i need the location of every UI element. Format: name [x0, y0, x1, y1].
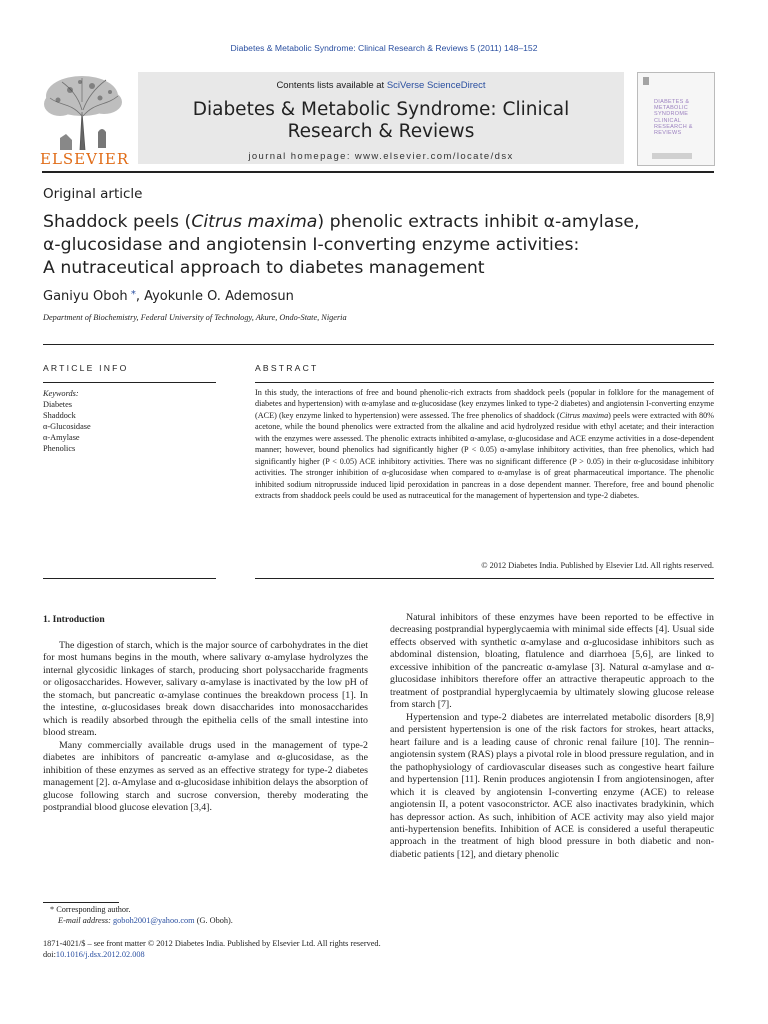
article-info-rule: [43, 382, 216, 383]
author-first[interactable]: Ganiyu Oboh: [43, 289, 128, 304]
article-info-heading: ARTICLE INFO: [43, 363, 129, 373]
corresponding-author-marker[interactable]: *: [130, 289, 136, 300]
cover-title: DIABETES & METABOLIC SYNDROME CLINICAL RESEARCH & REVIEWS: [654, 99, 693, 137]
title-line-2: α-glucosidase and angiotensin I-converting enzyme activities:: [43, 235, 580, 255]
abstract-part-2: ) peels were extracted with 80% acetone, while the bound phenolics were extracted from the alkaline and acid hydrolyzed residue with ethyl acetate; and their interaction with the enzymes were assessed. The phenolic extracts inhibited α-amylase, α-glucosidase and ACE enzyme activities in a dose-dependent manner; however, bound phenolics had significantly higher (P < 0.05) α-amylase inhibitory activities, than free phenolics, which had significantly higher (P < 0.05) ACE inhibitory activities. There was no significant difference (P > 0.05) in their α-glucosidase inhibitory activities. The stronger inhibition of α-glucosidase when compared to α-amylase is of great pharmaceutical importance. The phenolic inhibited sodium nitroprusside induced lipid peroxidation in pancreas in a dose dependent manner. Therefore, free and bound phenolic extracts from shaddock peels could be used as nutraceutical for the management of hypertension and type-2 diabetes.: [255, 410, 714, 501]
homepage-link[interactable]: www.elsevier.com/locate/dsx: [354, 151, 514, 162]
abstract-bottom-rule: [255, 578, 714, 579]
abstract-part-1: In this study, the interactions of free and bound phenolic-rich extracts from shaddock peels (popular in folklore for the management of diabetes and hypertension) with α-amylase and α-glucosidase (key enzymes linked to type-2 diabetes) and angiotensin I-converting enzyme (ACE) (key enzyme linked to hypertension) were assessed. The free phenolics of shaddock (: [255, 388, 714, 420]
article-type: Original article: [43, 186, 143, 202]
title-line-3: A nutraceutical approach to diabetes management: [43, 258, 485, 278]
footnote-rule: [43, 902, 119, 903]
author-rest[interactable]: , Ayokunle O. Ademosun: [135, 289, 294, 304]
journal-cover-thumbnail: [637, 72, 715, 166]
cover-logo-mark: [643, 77, 649, 85]
title-part-b: ) phenolic extracts inhibit α-amylase,: [317, 212, 640, 232]
doi-link[interactable]: 10.1016/j.dsx.2012.02.008: [55, 950, 145, 959]
abstract-heading: ABSTRACT: [255, 363, 319, 373]
cover-footer-bar: [652, 153, 692, 159]
issn-line: 1871-4021/$ – see front matter © 2012 Diabetes India. Published by Elsevier Ltd. All rights reserved.: [43, 939, 381, 948]
title-part-a: Shaddock peels (: [43, 212, 192, 232]
sciencedirect-link[interactable]: SciVerse ScienceDirect: [386, 80, 486, 91]
email-label: E-mail address:: [58, 916, 113, 925]
elsevier-wordmark: ELSEVIER: [40, 150, 130, 168]
intro-right-column: [390, 612, 714, 861]
journal-homepage: [138, 151, 624, 162]
abstract-body: [255, 387, 714, 502]
doi-prefix: doi:: [43, 950, 56, 959]
paragraph: Hypertension and type-2 diabetes are interrelated metabolic disorders [8,9] and persistent hypertension is one of the risk factors for strokes, heart attacks, heart failure and is a leading cause of chronic renal failure [10]. The rennin–angiotensin system (RAS) plays a pivotal role in blood pressure regulation, and in the pathophysiology of cardiovascular diseases such as congestive heart failure and hypertension [11]. Renin produces angiotensin I from angiotensinogen, after which it is cleaved by angiotensin I-converting enzyme (ACE) to release angiotensin II, a potent vasoconstrictor. ACE also inactivates bradykinin, which has depressor action. As such, inhibition of ACE activity may also yield major anti-hypertension benefits. Inhibition of ACE is considered a useful therapeutic approach in the treatment of high blood pressure in both diabetic and non-diabetic patients [12], and dietary phenolic: [390, 711, 714, 860]
paragraph: Natural inhibitors of these enzymes have been reported to be effective in decreasing postprandial hyperglycaemia with minimal side effects [4]. Usual side effects observed with synthetic α-amylase and α-glucosidase inhibitors such as abdominal distension, bloating, flatulence and diarrhoea [5,6], are linked to excessive inhibition of the pancreatic α-amylase [3]. Natural α-amylase and α-glucosidase inhibitors therefore offer an attractive therapeutic approach to the treatment of postprandial hyperglycaemia by ultimately slowing glucose release from starch [7].: [390, 612, 714, 711]
keywords-label: Keywords:: [43, 389, 79, 398]
paragraph: The digestion of starch, which is the major source of carbohydrates in the diet for most humans begins in the mouth, where salivary α-amylase hydrolyzes the internal glycosidic linkages of starch, producing short polysaccharide fragments or oligosaccharides. However, salivary α-amylase is inactivated by the low pH of the stomach, but pancreatic α-amylase continues the breakdown process [1]. In the intestine, α-glucosidases break down disaccharides into monosaccharides which is readily absorbed through the epithelia cells of the small intestine into blood stream.: [43, 640, 368, 739]
title-species: Citrus maxima: [191, 212, 318, 232]
email-link[interactable]: goboh2001@yahoo.com: [113, 916, 195, 925]
intro-left-column: [43, 640, 368, 815]
corresponding-author-note: * Corresponding author.: [50, 905, 131, 914]
copyright-notice: © 2012 Diabetes India. Published by Elsevier Ltd. All rights reserved.: [481, 561, 714, 570]
header-divider: [42, 171, 714, 173]
email-suffix: (G. Oboh).: [194, 916, 233, 925]
keyword-item: Shaddock: [43, 411, 76, 420]
keyword-item: α-Glucosidase: [43, 422, 91, 431]
section-divider: [43, 344, 714, 345]
affiliation: Department of Biochemistry, Federal University of Technology, Akure, Ondo-State, Nigeria: [43, 313, 347, 322]
abstract-species: Citrus maxima: [559, 410, 609, 420]
email-footnote: [58, 915, 233, 926]
section-heading-introduction: 1. Introduction: [43, 614, 105, 625]
article-info-bottom-rule: [43, 578, 216, 579]
journal-title: Diabetes & Metabolic Syndrome: Clinical Research & Reviews: [192, 99, 570, 142]
contents-prefix: Contents lists available at: [276, 80, 387, 91]
keyword-item: Diabetes: [43, 400, 73, 409]
paragraph: Many commercially available drugs used in the management of type-2 diabetes are inhibitors of pancreatic α-amylase and α-glucosidase, as the inhibition of these enzymes as served as an effective strategy for type-2 diabetes management [2]. α-Amylase and α-glucosidase inhibition delays the absorption of glucose following starch and sucrose conversion, thereby moderating the postprandial blood glucose elevation [3,4].: [43, 739, 368, 814]
author-list: [43, 289, 294, 304]
keyword-item: α-Amylase: [43, 433, 80, 442]
article-title: [43, 211, 723, 280]
journal-reference[interactable]: Diabetes & Metabolic Syndrome: Clinical Research & Reviews 5 (2011) 148–152: [230, 43, 538, 53]
contents-line: [138, 80, 624, 91]
homepage-prefix: journal homepage:: [248, 151, 355, 162]
abstract-rule: [255, 382, 714, 383]
doi-line: [43, 949, 145, 960]
keyword-item: Phenolics: [43, 444, 76, 453]
